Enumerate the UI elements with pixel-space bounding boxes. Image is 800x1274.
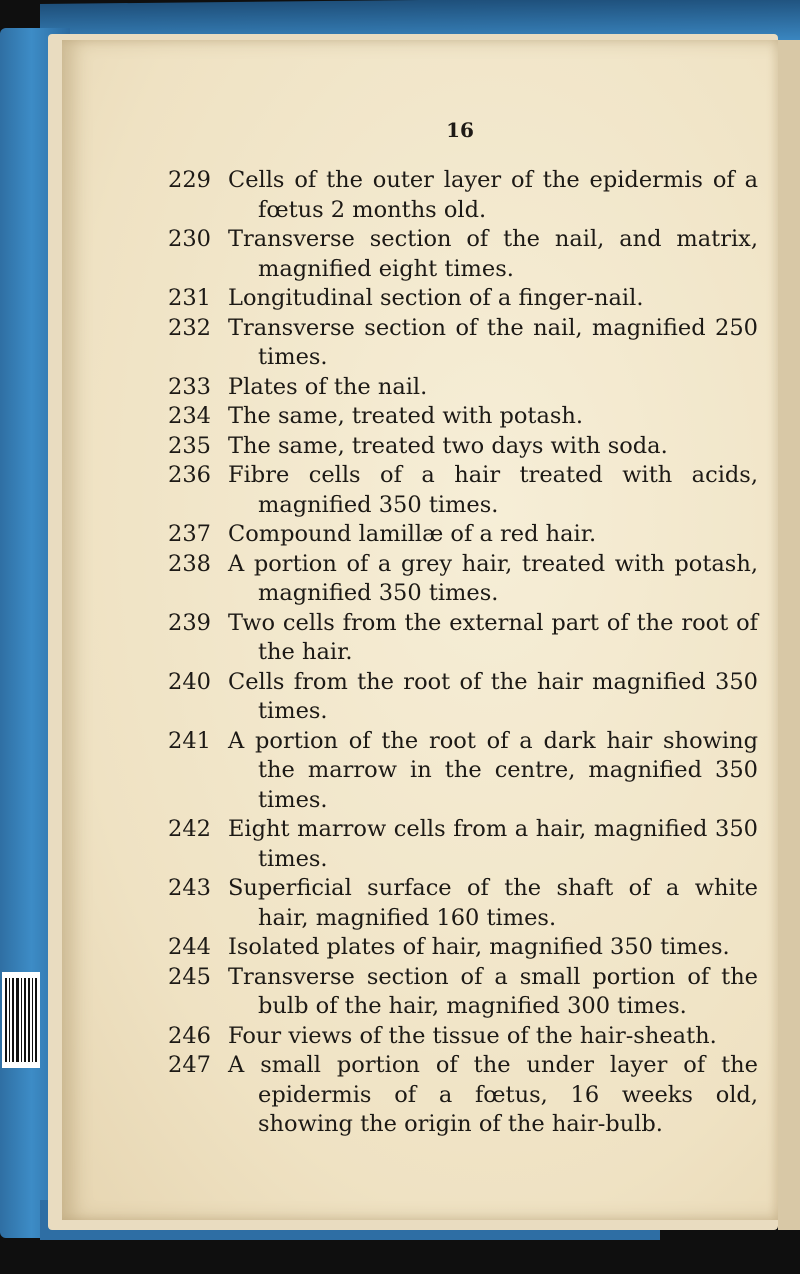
entry-number: 245 — [168, 963, 211, 990]
list-item — [168, 284, 758, 314]
entry-number: 240 — [168, 668, 211, 695]
entry-number: 231 — [168, 285, 211, 311]
entry-text: Cells from the root of the hair magnified 350 times. — [228, 668, 758, 724]
list-item — [168, 314, 758, 373]
entry-number: 247 — [168, 1052, 211, 1078]
entry-text: Longitudinal section of a finger-nail. — [228, 285, 644, 311]
entry-text: A portion of a grey hair, treated with potash, magnified 350 times. — [228, 550, 758, 606]
entry-number: 246 — [168, 1022, 211, 1049]
list-item — [168, 432, 758, 462]
entry-text: Superficial surface of the shaft of a white hair, magnified 160 times. — [228, 875, 758, 931]
entry-number: 241 — [168, 727, 211, 754]
entry-text: Fibre cells of a hair treated with acids, magnified 350 times. — [228, 462, 758, 518]
figure-list — [168, 166, 758, 1140]
list-item — [168, 550, 758, 609]
list-item — [168, 520, 758, 550]
entry-text: A portion of the root of a dark hair showing the marrow in the centre, magnified 350 times. — [228, 727, 758, 813]
entry-number: 236 — [168, 462, 211, 488]
list-item — [168, 402, 758, 432]
entry-number: 229 — [168, 167, 211, 193]
entry-text: Transverse section of the nail, magnified 250 times. — [228, 314, 758, 370]
list-item — [168, 933, 758, 963]
entry-number: 234 — [168, 403, 211, 429]
list-item — [168, 1022, 758, 1052]
entry-number: 233 — [168, 373, 211, 400]
list-item — [168, 815, 758, 874]
entry-text: Two cells from the external part of the root of the hair. — [228, 609, 758, 665]
list-item — [168, 874, 758, 933]
entry-number: 242 — [168, 816, 211, 842]
entry-text: Isolated plates of hair, magnified 350 times. — [228, 934, 730, 960]
barcode-label — [2, 972, 40, 1068]
entry-text: Transverse section of a small portion of the bulb of the hair, magnified 300 times. — [228, 963, 758, 1019]
list-item — [168, 166, 758, 225]
entry-text: Compound lamillæ of a red hair. — [228, 521, 597, 547]
entry-number: 237 — [168, 521, 211, 547]
entry-number: 244 — [168, 934, 211, 960]
list-item — [168, 1051, 758, 1140]
entry-number: 230 — [168, 226, 211, 252]
entry-text: Cells of the outer layer of the epidermis of a fœtus 2 months old. — [228, 167, 758, 223]
list-item — [168, 668, 758, 727]
page-stack-edge — [778, 40, 800, 1230]
list-item — [168, 225, 758, 284]
list-item — [168, 963, 758, 1022]
entry-text: Plates of the nail. — [228, 373, 428, 400]
list-item — [168, 609, 758, 668]
entry-number: 235 — [168, 432, 211, 459]
entry-text: Eight marrow cells from a hair, magnified 350 times. — [228, 816, 758, 872]
entry-number: 243 — [168, 875, 211, 901]
list-item — [168, 727, 758, 816]
list-item — [168, 461, 758, 520]
entry-number: 232 — [168, 314, 211, 341]
page-number: 16 — [446, 118, 474, 142]
entry-text: Transverse section of the nail, and matrix, magnified eight times. — [228, 226, 758, 282]
entry-number: 239 — [168, 609, 211, 636]
entry-text: A small portion of the under layer of the epidermis of a fœtus, 16 weeks old, showing the origin of the hair-bulb. — [228, 1052, 758, 1137]
entry-text: The same, treated two days with soda. — [228, 432, 668, 459]
entry-number: 238 — [168, 550, 211, 577]
list-item — [168, 373, 758, 403]
entry-text: The same, treated with potash. — [228, 403, 584, 429]
entry-text: Four views of the tissue of the hair-sheath. — [228, 1022, 717, 1049]
